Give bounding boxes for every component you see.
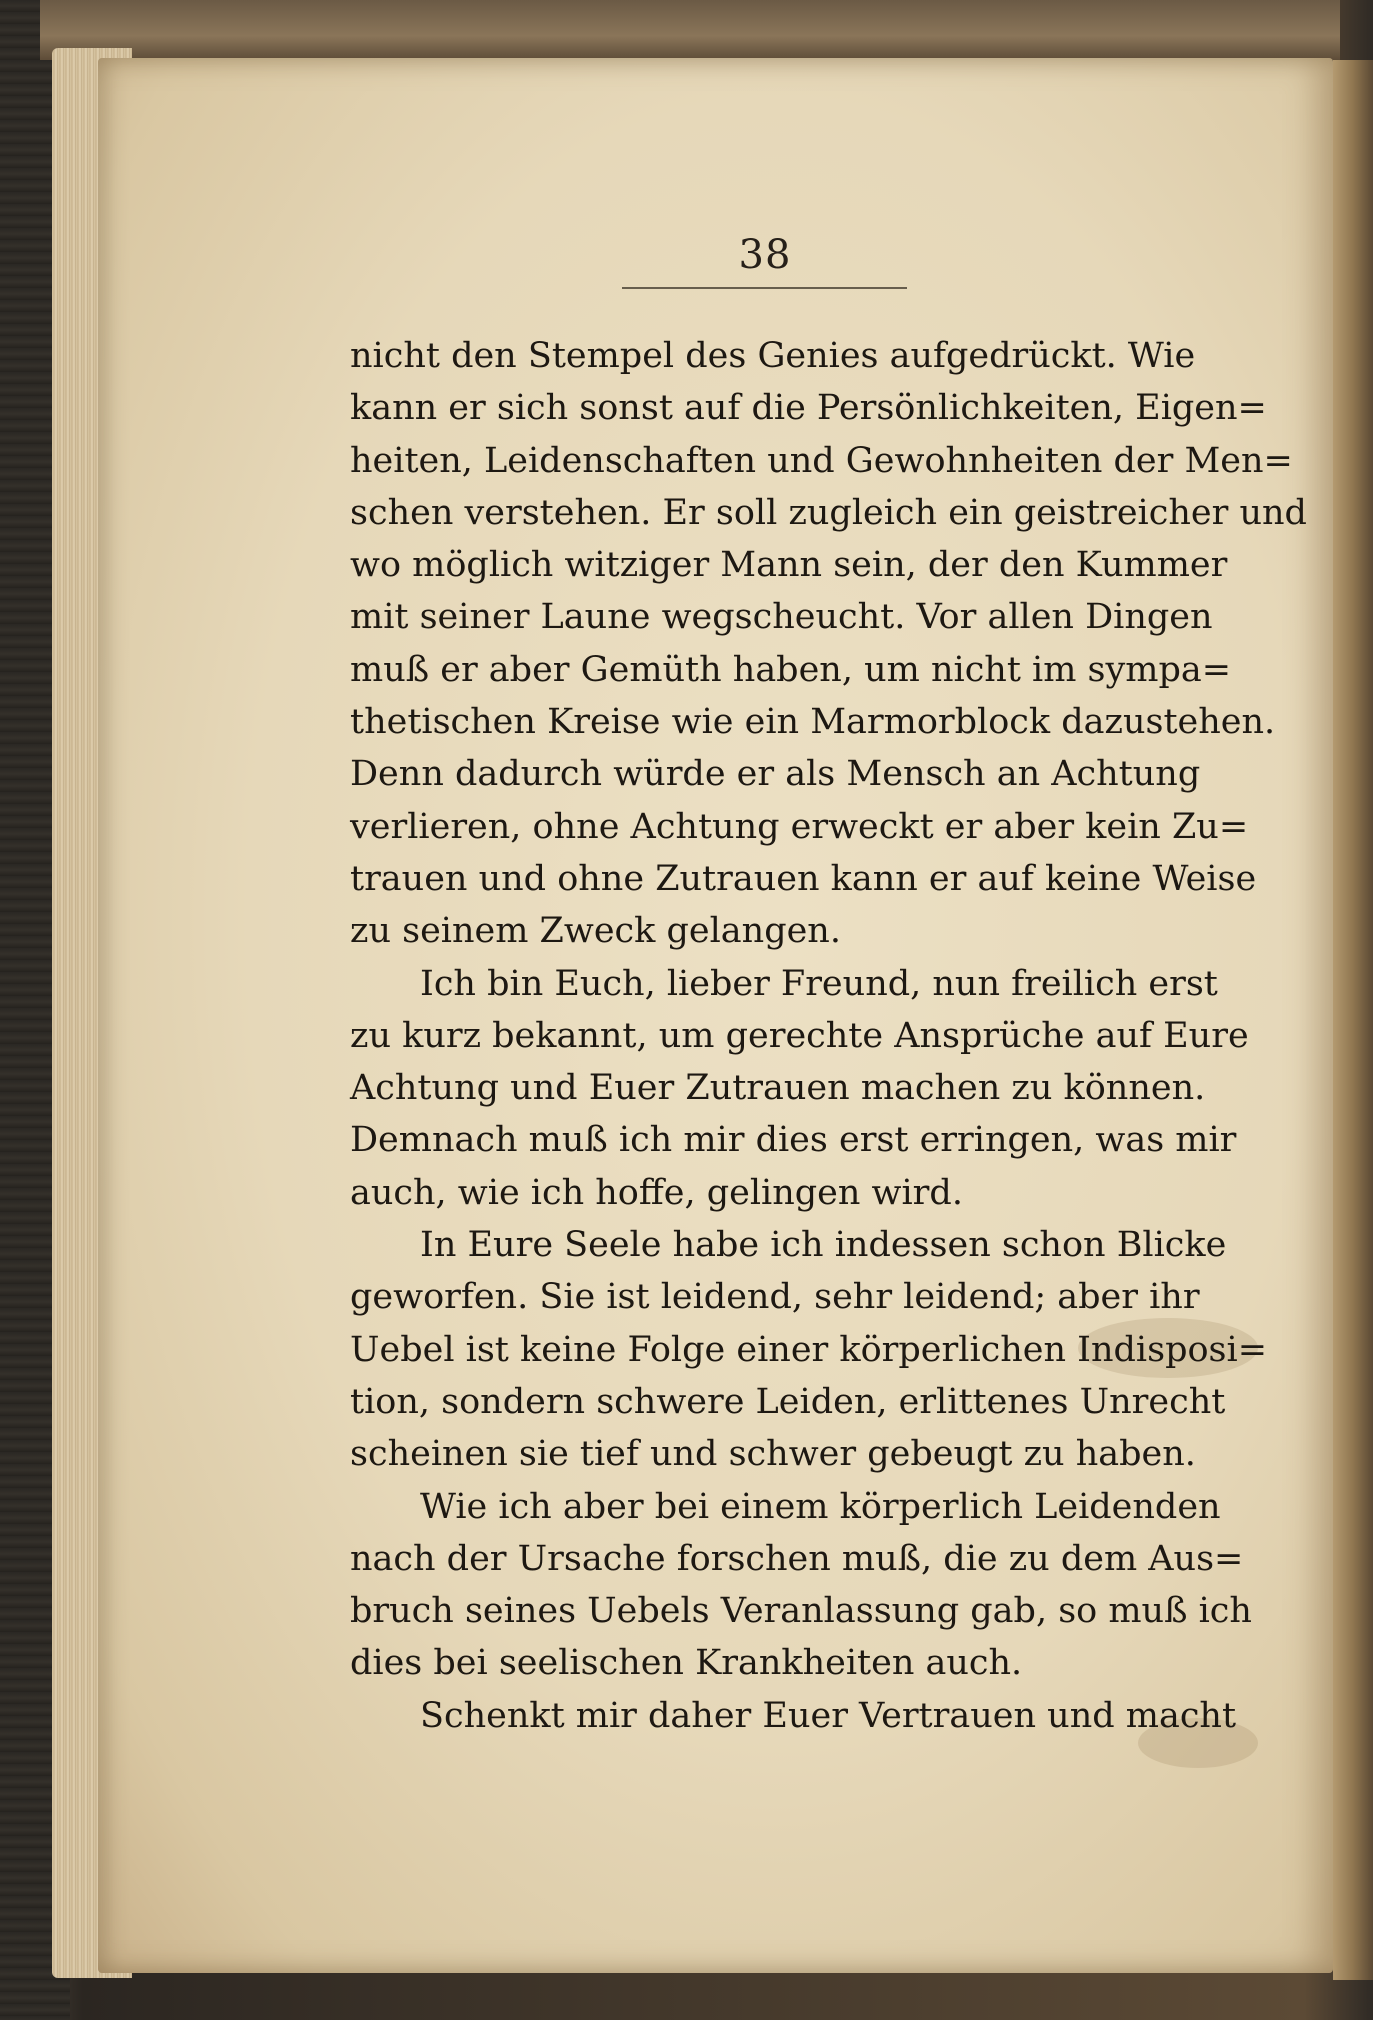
text-line: kann er sich sonst auf die Persönlichkeiten, Eigen=: [350, 388, 1267, 429]
text-line: Demnach muß ich mir dies erst erringen, was mir: [350, 1120, 1237, 1161]
text-line: bruch seines Uebels Veranlassung gab, so muß ich: [350, 1591, 1252, 1632]
text-line: Achtung und Euer Zutrauen machen zu können.: [350, 1068, 1206, 1109]
text-line: nicht den Stempel des Genies aufgedrückt. Wie: [350, 336, 1196, 376]
body-text: [350, 330, 1307, 1742]
text-line: Wie ich aber bei einem körperlich Leidenden: [420, 1486, 1221, 1527]
text-line: zu seinem Zweck gelangen.: [350, 911, 841, 952]
facing-page-edge: [1333, 60, 1373, 1980]
text-line: verlieren, ohne Achtung erweckt er aber kein Zu=: [350, 806, 1249, 847]
text-line: Denn dadurch würde er als Mensch an Achtung: [350, 754, 1201, 795]
text-line: nach der Ursache forschen muß, die zu dem Aus=: [350, 1538, 1244, 1579]
text-line: dies bei seelischen Krankheiten auch.: [350, 1643, 1023, 1684]
page-number: 38: [738, 232, 792, 278]
text-line: geworfen. Sie ist leidend, sehr leidend; aber ihr: [350, 1277, 1200, 1318]
text-line: muß er aber Gemüth haben, um nicht im sympa=: [350, 649, 1232, 690]
text-line: zu kurz bekannt, um gerechte Ansprüche auf Eure: [350, 1015, 1249, 1056]
text-line: tion, sondern schwere Leiden, erlittenes Unrecht: [350, 1381, 1226, 1422]
text-line: Uebel ist keine Folge einer körperlichen Indisposi=: [350, 1329, 1268, 1370]
text-line: auch, wie ich hoffe, gelingen wird.: [350, 1172, 963, 1213]
text-line: heiten, Leidenschaften und Gewohnheiten der Men=: [350, 440, 1293, 481]
text-line: In Eure Seele habe ich indessen schon Blicke: [420, 1225, 1227, 1266]
text-line: wo möglich witziger Mann sein, der den Kummer: [350, 545, 1228, 586]
text-line: schen verstehen. Er soll zugleich ein geistreicher und: [350, 492, 1307, 533]
book-cover-top: [40, 0, 1340, 60]
header-rule: [622, 287, 907, 289]
text-line: scheinen sie tief und schwer gebeugt zu haben.: [350, 1434, 1196, 1475]
text-line: mit seiner Laune wegscheucht. Vor allen Dingen: [350, 597, 1213, 638]
text-line: Schenkt mir daher Euer Vertrauen und macht: [420, 1695, 1237, 1736]
text-line: thetischen Kreise wie ein Marmorblock dazustehen.: [350, 702, 1276, 743]
text-line: Ich bin Euch, lieber Freund, nun freilich erst: [420, 963, 1218, 1004]
text-line: trauen und ohne Zutrauen kann er auf keine Weise: [350, 858, 1257, 899]
